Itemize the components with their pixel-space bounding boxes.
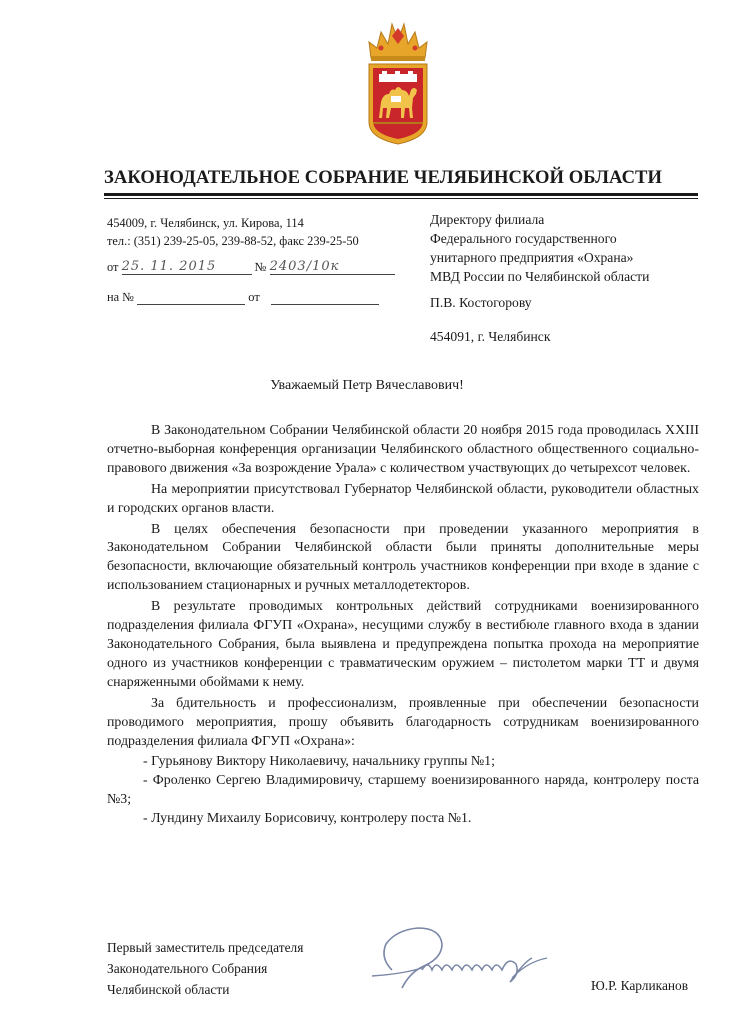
list-item: - Фроленко Сергею Владимировичу, старшему военизированного наряда, контролеру поста №3;	[107, 773, 699, 808]
recipient-line: Федерального государственного	[430, 231, 617, 246]
signer-name: Ю.Р. Карликанов	[591, 978, 689, 993]
sender-address	[107, 214, 359, 250]
ref-number-label: на №	[107, 290, 135, 304]
ref-number-field	[137, 292, 245, 305]
paragraph: В результате проводимых контрольных действий сотрудниками военизированного подразделения филиала ФГУП «Охрана», несущими службу в вестибюле главного входа в здании Законодательного Собрания, была выявлена и предупреждена попытка прохода на мероприятие одного из участников конференции с травматическим оружием – пистолетом марки ТТ и двумя снаряженными обоймами к нему.	[107, 599, 699, 690]
list-item: - Лундину Михаилу Борисовичу, контролеру поста №1.	[143, 811, 472, 827]
header-rule-thin	[104, 198, 698, 199]
chelyabinsk-coat-of-arms-icon	[361, 18, 435, 146]
recipient-block	[430, 210, 649, 286]
greeting: Уважаемый Петр Вячеславович!	[270, 378, 464, 393]
reference-line	[107, 290, 379, 305]
date-field	[122, 259, 252, 275]
phone-line: тел.: (351) 239-25-05, 239-88-52, факс 239-25-50	[107, 234, 359, 248]
letter-body	[107, 422, 699, 829]
handwritten-signature-icon	[362, 918, 572, 998]
list-item: - Гурьянову Виктору Николаевичу, начальнику группы №1;	[143, 754, 495, 770]
ref-date-label: от	[248, 290, 260, 304]
signer-title-line: Первый заместитель председателя	[107, 940, 304, 955]
recipient-name: П.В. Костогорову	[430, 295, 532, 310]
recipient-line: Директору филиала	[430, 212, 545, 227]
handwritten-date: 25. 11. 2015	[121, 259, 217, 274]
recipient-line: унитарного предприятия «Охрана»	[430, 250, 634, 265]
header-rule-thick	[104, 193, 698, 196]
ref-date-field	[271, 292, 379, 305]
number-field	[270, 259, 395, 275]
paragraph: На мероприятии присутствовал Губернатор Челябинской области, руководители областных и городских органов власти.	[107, 481, 699, 516]
registration-line	[107, 259, 395, 275]
organization-title: ЗАКОНОДАТЕЛЬНОЕ СОБРАНИЕ ЧЕЛЯБИНСКОЙ ОБЛАСТИ	[104, 167, 663, 188]
date-label: от	[107, 260, 119, 274]
paragraph: В Законодательном Собрании Челябинской области 20 ноября 2015 года проводилась XXIII отчетно-выборная конференция организации Челябинского областного общественного социально-правового движения «За возрождение Урала» с количеством участвующих до четырехсот человек.	[107, 423, 699, 476]
signer-title-line: Челябинской области	[107, 982, 230, 997]
recipient-city: 454091, г. Челябинск	[430, 329, 551, 344]
handwritten-number: 2403/10к	[269, 259, 340, 274]
number-label: №	[254, 260, 267, 274]
address-line: 454009, г. Челябинск, ул. Кирова, 114	[107, 216, 304, 230]
paragraph: В целях обеспечения безопасности при проведении указанного мероприятия в Законодательном Собрании Челябинской области были приняты дополнительные меры безопасности, включающие обязательный контроль участников конференции при входе в здание с использованием стационарных и ручных металлодетекторов.	[107, 521, 699, 594]
recipient-line: МВД России по Челябинской области	[430, 269, 650, 284]
paragraph: За бдительность и профессионализм, проявленные при обеспечении безопасности проводимого мероприятия, прошу объявить благодарность сотрудникам военизированного подразделения филиала ФГУП «Охрана»:	[107, 695, 699, 749]
signer-title-line: Законодательного Собрания	[107, 961, 268, 976]
signer-title	[107, 937, 303, 1000]
